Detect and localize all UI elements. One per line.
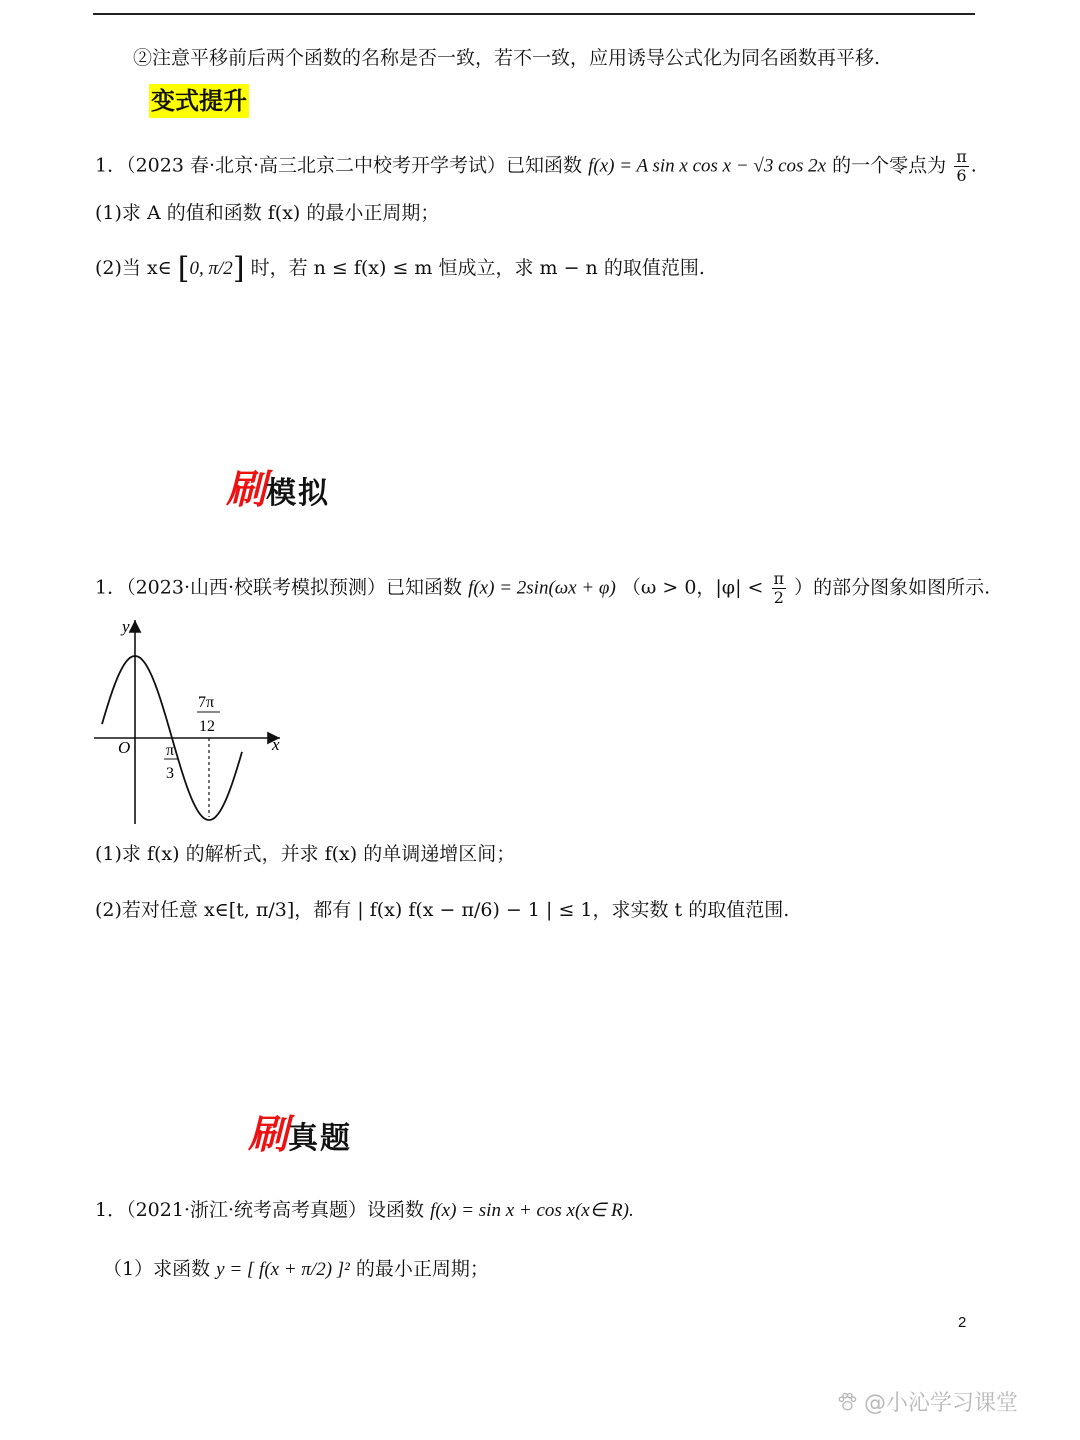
real-exam-section-title [248, 1103, 352, 1160]
q1-zero-den: 6 [956, 166, 967, 185]
q1-part2-b: 时，若 n ≤ f(x) ≤ m 恒成立，求 m − n 的取值范围. [250, 257, 705, 279]
variant-section-title: 变式提升 [149, 84, 249, 118]
q3-stem [95, 1198, 634, 1223]
q1-part1: (1)求 A 的值和函数 f(x) 的最小正周期； [95, 202, 440, 224]
real-exam-label: 真题 [288, 1121, 352, 1156]
sine-graph [92, 612, 292, 832]
watermark [836, 1386, 1018, 1417]
x-axis-label: x [272, 735, 280, 754]
q2-prefix: 1．（2023·山西·校联考模拟预测）已知函数 [95, 576, 463, 599]
origin-label: O [118, 738, 131, 757]
q1-zero-num: π [956, 147, 967, 166]
q3-part1 [103, 1257, 489, 1282]
q3-prefix: 1．（2021·浙江·统考高考真题）设函数 [95, 1199, 425, 1221]
tick-pi-3-den: 3 [166, 765, 174, 782]
real-exam-shua: 刷 [248, 1111, 288, 1158]
simulation-section-title [226, 458, 330, 515]
q3-part1-formula: y = [ f(x + π/2) ]² [216, 1259, 350, 1280]
q2-part1: (1)求 f(x) 的解析式，并求 f(x) 的单调递增区间； [95, 843, 516, 865]
q2-cond: （ω > 0，|φ| < [621, 576, 764, 599]
paw-icon [836, 1391, 858, 1413]
page-number: 2 [958, 1314, 967, 1331]
top-rule [93, 13, 975, 15]
simulation-label: 模拟 [266, 476, 330, 511]
tick-7pi-12-den: 12 [199, 718, 215, 735]
header-note: ②注意平移前后两个函数的名称是否一致，若不一致，应用诱导公式化为同名函数再平移. [133, 47, 881, 69]
q1-part2-interval: 0, π/2 [189, 258, 233, 279]
q1-zero-fraction [954, 148, 969, 185]
tick-7pi-12-num: 7π [198, 694, 215, 711]
q1-stem: 1．（2023 春·北京·高三北京二中校考开学考试）已知函数 f(x) = A sin x cos x − √3 cos 2x 的一个零点为 $\frac{\pi}{6}$ . [95, 147, 977, 185]
tick-pi-3-num: π [166, 742, 175, 759]
q2-cond-fraction [772, 570, 787, 607]
q2-formula: f(x) = 2sin(ωx + φ) [468, 577, 616, 599]
q2-stem [95, 570, 990, 607]
q1-part2: (2)当 x∈ [0, π/2] 时，若 n ≤ f(x) ≤ m 恒成立，求 m − n 的取值范围. [95, 251, 705, 286]
q1-middle: 的一个零点为 [832, 154, 947, 177]
q2-cond-num: π [773, 569, 785, 588]
q3-formula: f(x) = sin x + cos x(x∈ R). [430, 1200, 634, 1221]
q3-part1-a: （1）求函数 [103, 1258, 211, 1280]
q2-suffix: ）的部分图象如图所示. [794, 576, 991, 599]
simulation-shua: 刷 [226, 466, 266, 513]
q1-formula: f(x) = A sin x cos x − √3 cos 2x [588, 155, 827, 177]
q2-cond-den: 2 [773, 588, 784, 607]
q1-prefix: 1．（2023 春·北京·高三北京二中校考开学考试）已知函数 [95, 154, 583, 177]
q3-part1-b: 的最小正周期； [355, 1258, 489, 1280]
q2-part2: (2)若对任意 x∈[t, π/3]，都有 | f(x) f(x − π/6) − 1 | ≤ 1，求实数 t 的取值范围. [95, 899, 790, 921]
y-axis-label: y [122, 617, 130, 636]
q1-part2-a: (2)当 x∈ [95, 257, 172, 279]
watermark-text: @小沁学习课堂 [864, 1391, 1019, 1416]
